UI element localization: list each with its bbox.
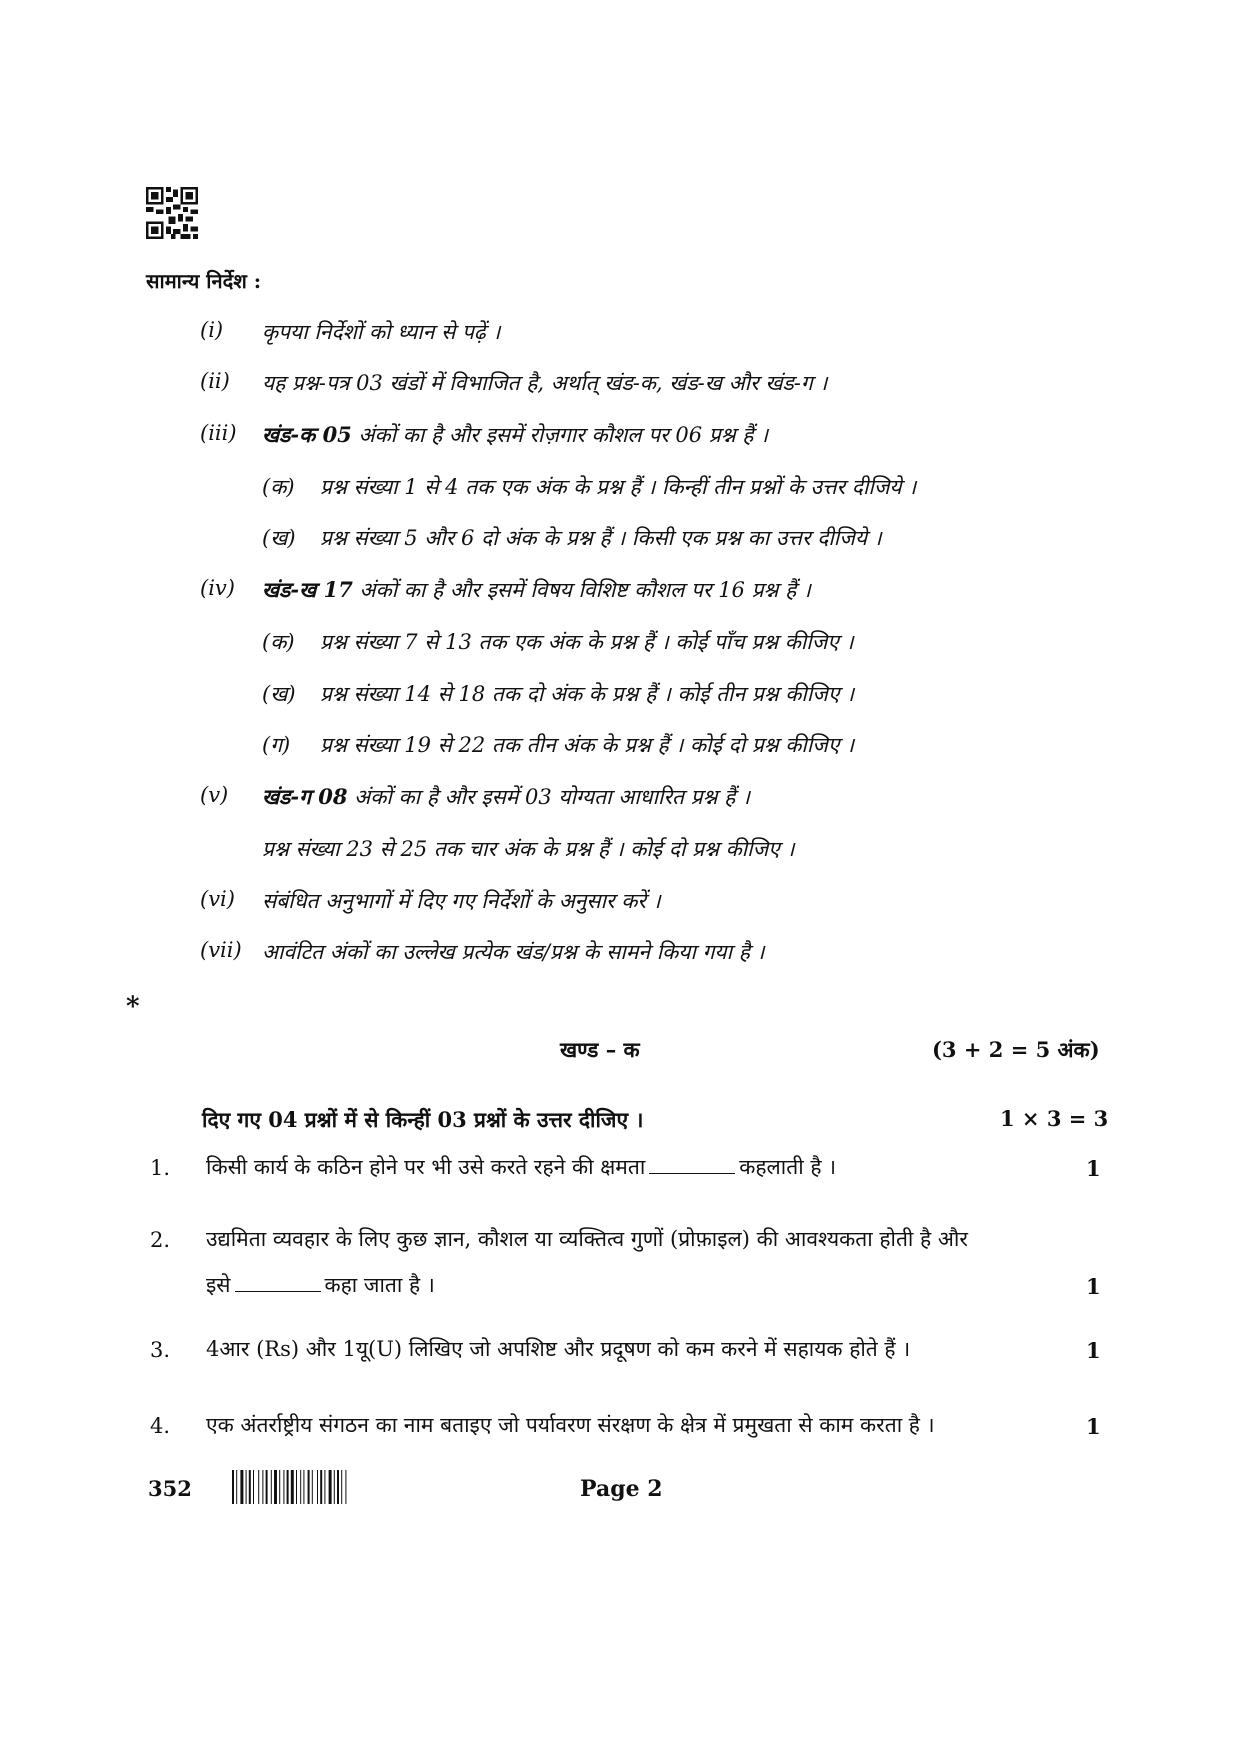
answer-blank: [649, 1172, 735, 1174]
barcode-icon: [232, 1470, 400, 1504]
page-number: Page 2: [580, 1476, 663, 1502]
qr-code-icon: [146, 187, 198, 239]
paper-code: 352: [148, 1476, 192, 1501]
answer-blank: [235, 1290, 321, 1292]
section-marks: (3 + 2 = 5 अंक): [932, 1037, 1100, 1062]
star-mark: *: [126, 992, 140, 1022]
section-instruction-marks: 1 × 3 = 3: [1000, 1106, 1109, 1131]
general-instructions-heading: सामान्य निर्देश :: [146, 269, 262, 293]
section-title: खण्ड – क: [560, 1037, 640, 1062]
section-instruction: दिए गए 04 प्रश्नों में से किन्हीं 03 प्रश्नों के उत्तर दीजिए ।: [202, 1107, 644, 1132]
